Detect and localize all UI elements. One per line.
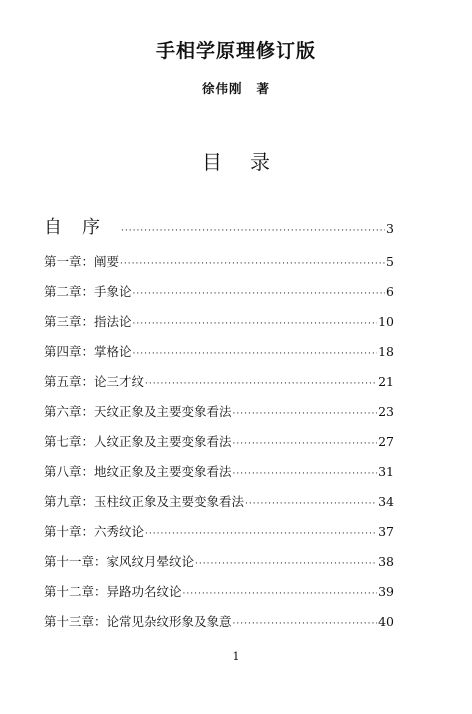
toc-dot-leader [245,499,377,509]
toc-entry-chapter-12[interactable] [44,582,394,612]
toc-entry-label: 自序 [44,217,120,238]
toc-entry-page: 40 [378,614,394,629]
toc-entry-chapter-13[interactable] [44,612,394,642]
toc-entry-chapter-9[interactable] [44,492,394,522]
toc-dot-leader [145,529,377,539]
toc-entry-label: 第三章：指法论 [44,314,132,329]
toc-entry-page: 37 [378,524,394,539]
toc-dot-leader [145,379,377,389]
toc-dot-leader [133,319,378,329]
toc-entry-label: 第十章：六秀纹论 [44,524,145,539]
toc-dot-leader [133,349,378,359]
toc-entry-page: 5 [386,254,394,269]
toc-entry-chapter-7[interactable] [44,432,394,462]
toc-entry-chapter-5[interactable] [44,372,394,402]
toc-entry-chapter-2[interactable] [44,282,394,312]
toc-entry-chapter-3[interactable] [44,312,394,342]
toc-entry-page: 39 [378,584,394,599]
author-role: 著 [256,81,271,96]
toc-entry-chapter-8[interactable] [44,462,394,492]
toc-entry-label: 第七章：人纹正象及主要变象看法 [44,434,232,449]
toc-entry-preface[interactable] [44,213,394,252]
toc-entry-label: 第二章：手象论 [44,284,132,299]
toc-dot-leader [233,409,378,419]
toc-entry-page: 23 [378,404,394,419]
toc-entry-label: 第五章：论三才纹 [44,374,145,389]
toc-entry-chapter-6[interactable] [44,402,394,432]
toc-list [44,213,394,642]
toc-dot-leader [233,469,378,479]
toc-entry-page: 21 [378,374,394,389]
toc-dot-leader [195,559,377,569]
toc-entry-chapter-1[interactable] [44,252,394,282]
toc-entry-page: 18 [378,344,394,359]
toc-entry-page: 34 [378,494,394,509]
toc-heading: 目录 [202,150,298,174]
toc-entry-page: 38 [378,554,394,569]
author-line [0,79,472,97]
toc-entry-label: 第九章：玉柱纹正象及主要变象看法 [44,494,245,509]
toc-entry-label: 第十一章：家风纹月晕纹论 [44,554,195,569]
toc-entry-page: 3 [386,221,394,236]
toc-dot-leader [133,289,386,299]
toc-entry-page: 31 [378,464,394,479]
toc-entry-page: 27 [378,434,394,449]
toc-entry-label: 第十三章：论常见杂纹形象及象意 [44,614,232,629]
page-number: 1 [232,650,240,663]
toc-entry-chapter-11[interactable] [44,552,394,582]
toc-dot-leader [233,439,378,449]
toc-dot-leader [183,589,378,599]
toc-entry-label: 第八章：地纹正象及主要变象看法 [44,464,232,479]
toc-entry-label: 第四章：掌格论 [44,344,132,359]
toc-entry-page: 6 [386,284,394,299]
toc-entry-label: 第十二章：异路功名纹论 [44,584,182,599]
toc-dot-leader [233,619,378,629]
toc-entry-chapter-4[interactable] [44,342,394,372]
toc-entry-chapter-10[interactable] [44,522,394,552]
author-name: 徐伟刚 [201,81,243,96]
toc-entry-label: 第六章：天纹正象及主要变象看法 [44,404,232,419]
toc-dot-leader [121,226,385,236]
book-title: 手相学原理修订版 [155,40,316,62]
toc-dot-leader [120,259,385,269]
toc-entry-label: 第一章：阐要 [44,254,120,269]
toc-entry-page: 10 [378,314,394,329]
